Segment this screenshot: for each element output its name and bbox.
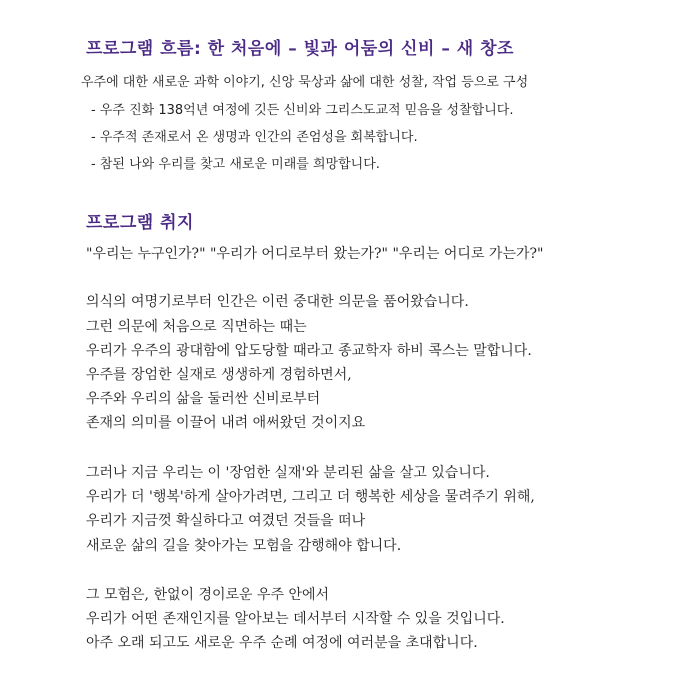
flow-intro: 우주에 대한 새로운 과학 이야기, 신앙 묵상과 삶에 대한 성찰, 작업 등으로 구성 xyxy=(81,75,529,90)
para2-line-4: 새로운 삶의 길을 찾아가는 모험을 감행해야 합니다. xyxy=(86,538,402,554)
para3-line-3: 아주 오래 되고도 새로운 우주 순례 여정에 여러분을 초대합니다. xyxy=(86,635,478,651)
flow-bullet-3: - 참된 나와 우리를 찾고 새로운 미래를 희망합니다. xyxy=(91,157,380,172)
para2-line-3: 우리가 지금껏 확실하다고 여겼던 것들을 떠나 xyxy=(86,513,366,529)
para1-line-3: 우리가 우주의 광대함에 압도당할 때라고 종교학자 하비 콕스는 말합니다. xyxy=(86,343,532,359)
para1-line-4: 우주를 장엄한 실재로 생생하게 경험하면서, xyxy=(86,367,352,383)
para1-line-2: 그런 의문에 처음으로 직면하는 때는 xyxy=(86,319,307,335)
purpose-questions: "우리는 누구인가?" "우리가 어디로부터 왔는가?" "우리는 어디로 가는가?" xyxy=(86,246,544,262)
para1-line-6: 존재의 의미를 이끌어 내려 애써왔던 것이지요 xyxy=(86,415,366,431)
flow-heading: 프로그램 흐름: 한 처음에 – 빛과 어둠의 신비 – 새 창조 xyxy=(86,39,514,59)
para3-line-2: 우리가 어떤 존재인지를 알아보는 데서부터 시작할 수 있을 것입니다. xyxy=(86,611,505,627)
para3-line-1: 그 모험은, 한없이 경이로운 우주 안에서 xyxy=(86,587,330,603)
purpose-heading: 프로그램 취지 xyxy=(86,213,194,233)
flow-bullet-1: - 우주 진화 138억년 여정에 깃든 신비와 그리스도교적 믿음을 성찰합니다. xyxy=(91,103,514,118)
para1-line-5: 우주와 우리의 삶을 둘러싼 신비로부터 xyxy=(86,391,321,407)
flow-bullet-2: - 우주적 존재로서 온 생명과 인간의 존엄성을 회복합니다. xyxy=(91,130,418,145)
para2-line-2: 우리가 더 '행복'하게 살아가려면, 그리고 더 행복한 세상을 물려주기 위해, xyxy=(86,489,535,505)
para1-line-1: 의식의 여명기로부터 인간은 이런 중대한 의문을 품어왔습니다. xyxy=(86,294,469,310)
para2-line-1: 그러나 지금 우리는 이 '장엄한 실재'와 분리된 삶을 살고 있습니다. xyxy=(86,465,490,481)
